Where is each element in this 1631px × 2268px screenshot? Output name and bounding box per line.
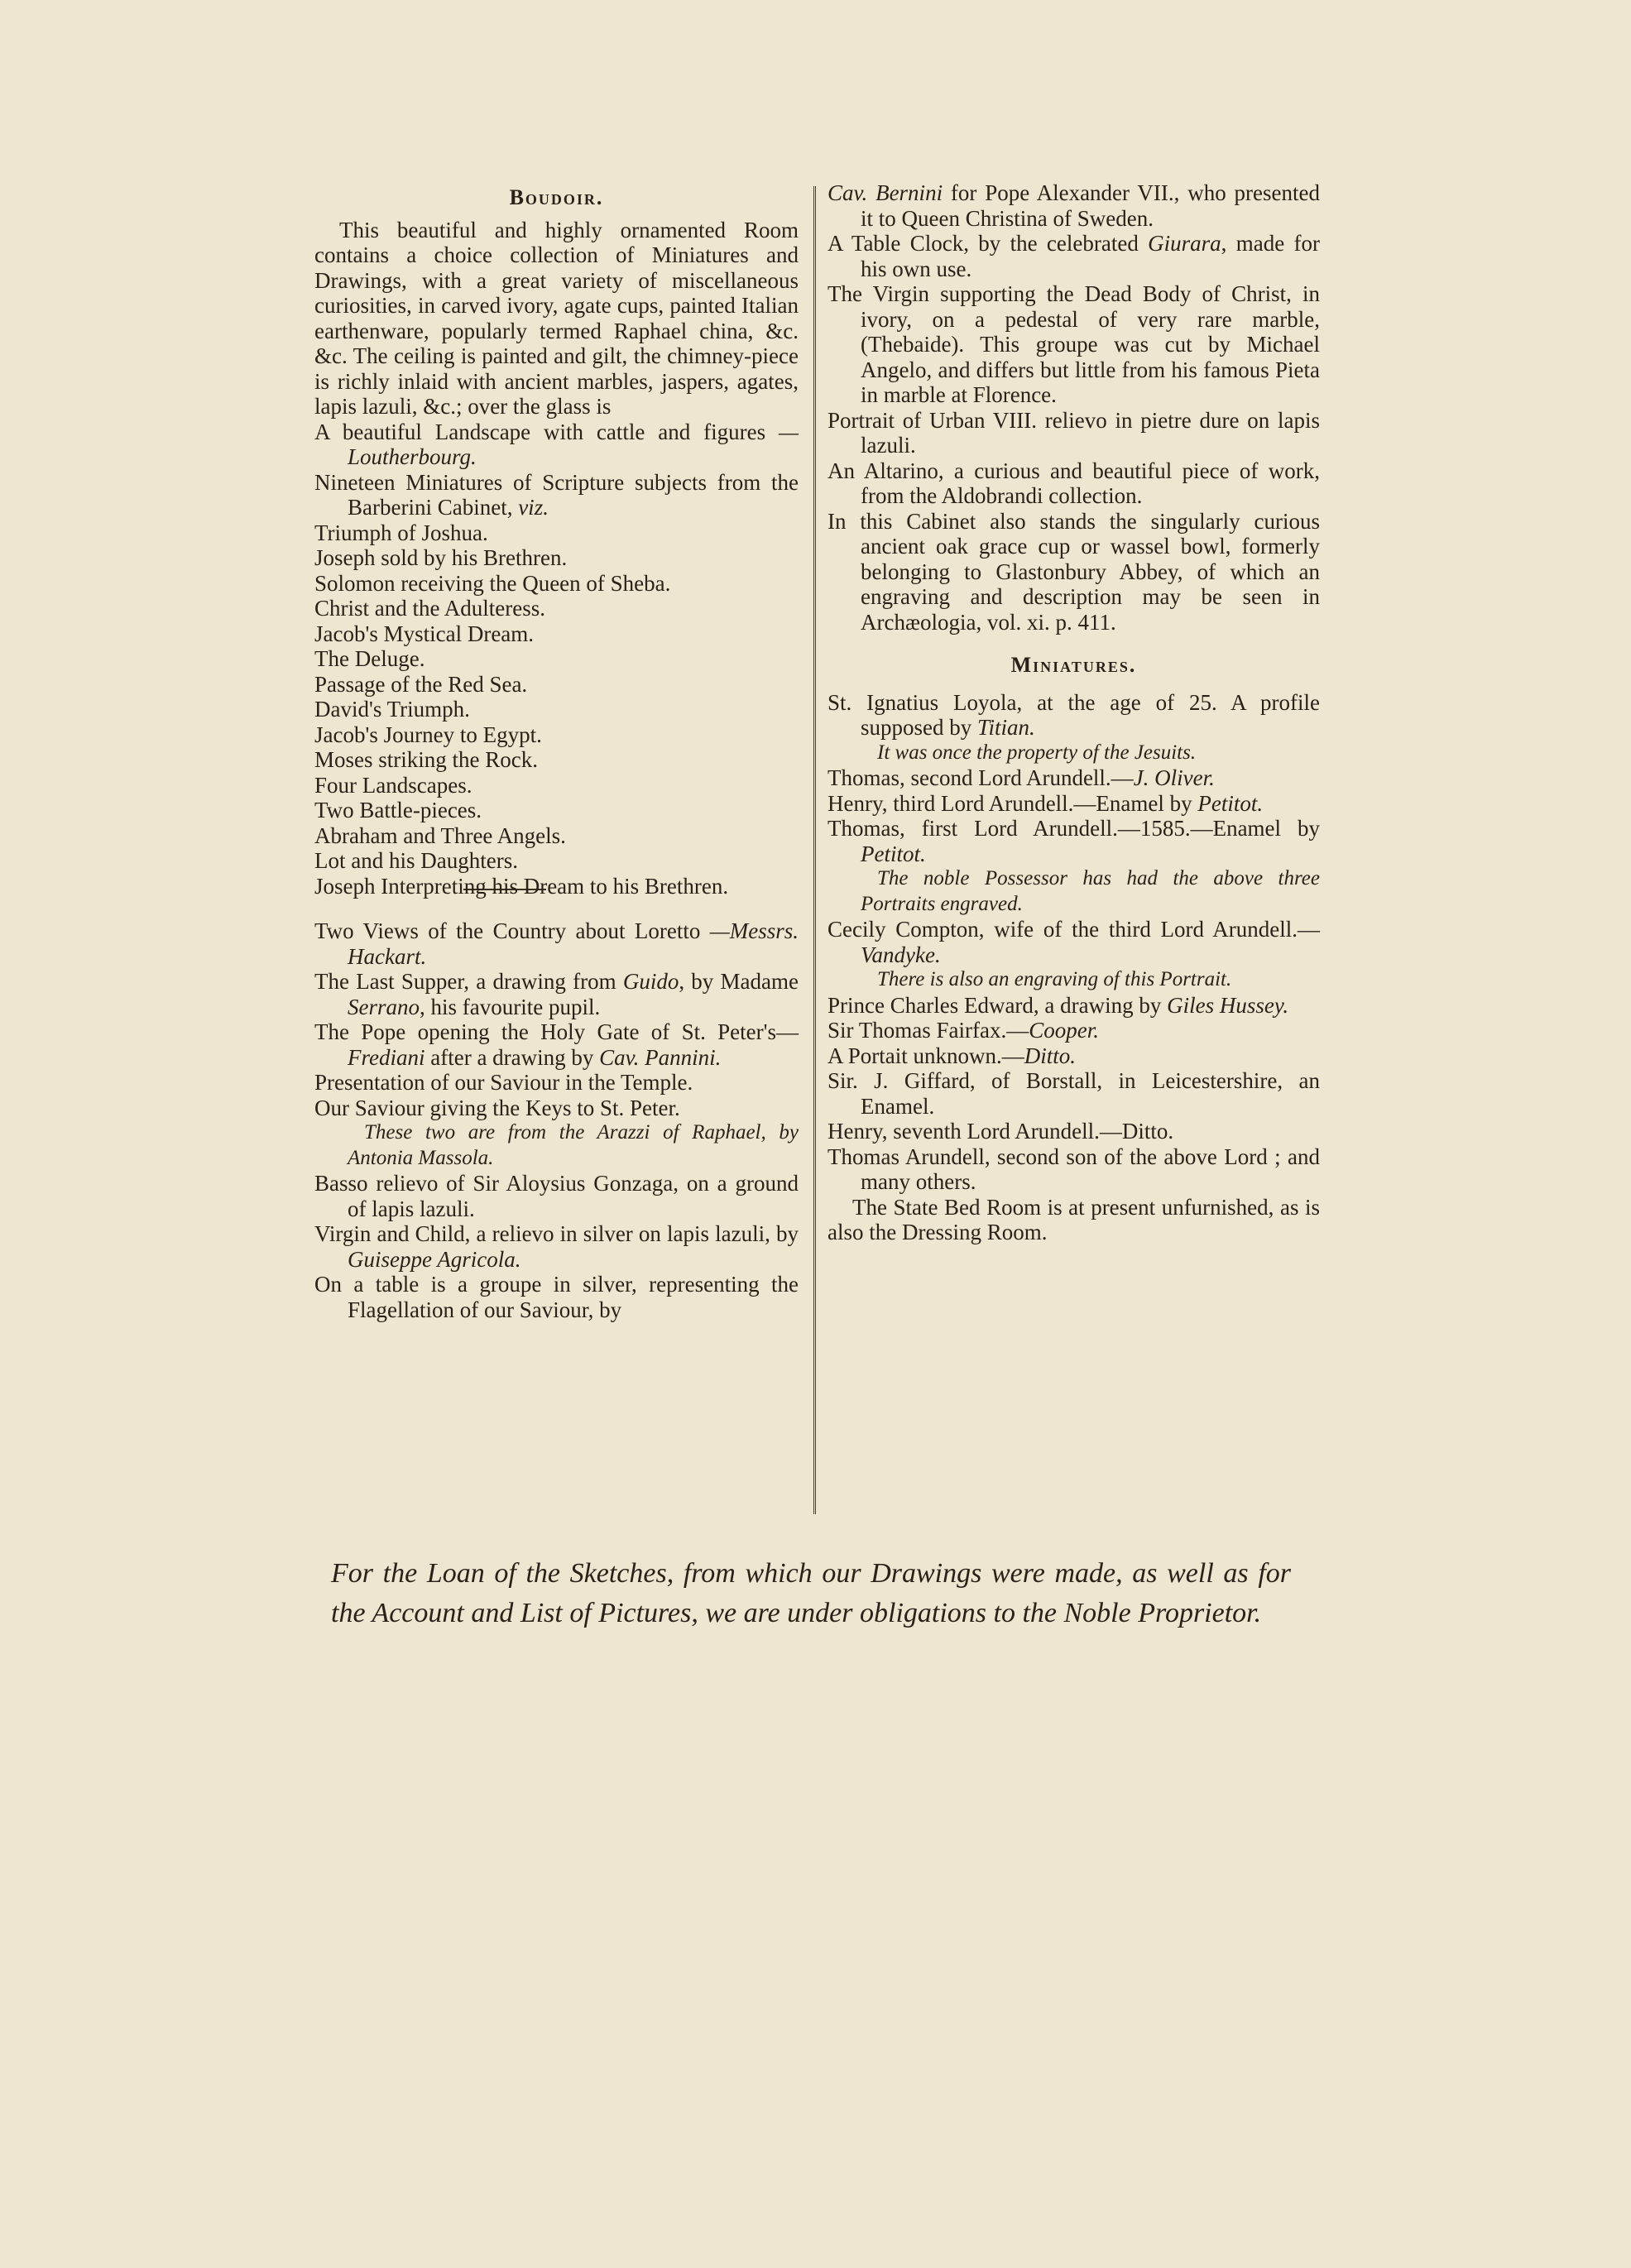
entry-giffard: Sir. J. Giffard, of Borstall, in Leicestershire, an Enamel. [827, 1068, 1320, 1119]
entry-bernini: Cav. Bernini for Pope Alexander VII., who presented it to Queen Christina of Sweden. [827, 180, 1320, 231]
note-engraving: There is also an engraving of this Portrait. [877, 968, 1232, 990]
entry-basso: Basso relievo of Sir Aloysius Gonzaga, on a ground of lapis lazuli. [314, 1171, 799, 1221]
miniatures-heading: Miniatures. [1010, 653, 1137, 677]
entry-thomas-son: Thomas Arundell, second son of the above Lord ; and many others. [827, 1144, 1320, 1194]
entry-cecily: Cecily Compton, wife of the third Lord Arundell.—Vandyke. [827, 917, 1320, 967]
list-item: Triumph of Joshua. [314, 520, 488, 545]
acknowledgement-footer: For the Loan of the Sketches, from which our Drawings were made, as well as for the Account and List of Pictures, we are under obligations to the Noble Proprietor. [331, 1558, 1291, 1628]
entry-urban: Portrait of Urban VIII. relievo in pietre dure on lapis lazuli. [827, 407, 1320, 458]
entry-prince: Prince Charles Edward, a drawing by Giles Hussey. [827, 992, 1289, 1018]
scripture-list [314, 520, 799, 899]
entry-fairfax: Sir Thomas Fairfax.—Cooper. [827, 1018, 1099, 1043]
entry-clock: A Table Clock, by the celebrated Giurara, made for his own use. [827, 231, 1320, 281]
entry-henry-seventh: Henry, seventh Lord Arundell.—Ditto. [827, 1119, 1174, 1144]
entry-keys: Our Saviour giving the Keys to St. Peter. [314, 1095, 680, 1120]
entry-loretto: Two Views of the Country about Loretto —Messrs. Hackart. [314, 918, 799, 969]
list-item: David's Triumph. [314, 697, 470, 722]
list-item: Lot and his Daughters. [314, 848, 518, 873]
note-possessor: The noble Possessor has had the above three Portraits engraved. [861, 867, 1320, 915]
entry-unknown: A Portait unknown.—Ditto. [827, 1043, 1077, 1068]
list-item: Jacob's Journey to Egypt. [314, 722, 542, 747]
entry-landscape: A beautiful Landscape with cattle and figures —Loutherbourg. [314, 419, 799, 469]
boudoir-heading: Boudoir. [509, 185, 604, 209]
entry-cabinet: In this Cabinet also stands the singularly curious ancient oak grace cup or wassel bowl, formerly belonging to Glastonbury Abbey, of which an engraving and description may be seen in Archæologia, vol. xi. p. 411. [827, 508, 1320, 635]
entry-groupe: On a table is a groupe in silver, representing the Flagellation of our Saviour, by [314, 1272, 799, 1322]
entry-presentation: Presentation of our Saviour in the Temple. [314, 1070, 693, 1095]
entry-last-supper: The Last Supper, a drawing from Guido, by Madame Serrano, his favourite pupil. [314, 969, 799, 1019]
entry-henry-third: Henry, third Lord Arundell.—Enamel by Petitot. [827, 790, 1264, 816]
list-item: Moses striking the Rock. [314, 747, 538, 772]
list-item: The Deluge. [314, 646, 425, 671]
list-item: Four Landscapes. [314, 772, 473, 798]
entry-thomas-second: Thomas, second Lord Arundell.—J. Oliver. [827, 765, 1215, 790]
entry-state-bed: The State Bed Room is at present unfurnished, as is also the Dressing Room. [827, 1194, 1320, 1244]
note-jesuits: It was once the property of the Jesuits. [877, 741, 1197, 764]
list-item: Abraham and Three Angels. [314, 822, 566, 848]
column-divider [813, 186, 816, 1514]
list-item: Two Battle-pieces. [314, 798, 482, 822]
note-arazzi: These two are from the Arazzi of Raphael, by Antonia Massola. [348, 1121, 799, 1169]
entry-pope: The Pope opening the Holy Gate of St. Peter's—Frediani after a drawing by Cav. Pannini. [314, 1019, 799, 1070]
entry-dead-body: The Virgin supporting the Dead Body of Christ, in ivory, on a pedestal of very rare marble, (Thebaide). This groupe was cut by Michael Angelo, and differs but little from his famous Pieta in marble at Florence. [827, 281, 1320, 407]
boudoir-intro: This beautiful and highly ornamented Room contains a choice collection of Miniatures and Drawings, with a great variety of miscellaneous curiosities, in carved ivory, agate cups, painted Italian earthenware, popularly termed Raphael china, &c. &c. The ceiling is painted and gilt, the chimney-piece is richly inlaid with ancient marbles, jaspers, agates, lapis lazuli, &c.; over the glass is [314, 217, 799, 419]
list-item: Christ and the Adulteress. [314, 596, 545, 621]
list-item: Passage of the Red Sea. [314, 671, 528, 697]
list-item: Joseph sold by his Brethren. [314, 545, 568, 570]
entry-thomas-first: Thomas, first Lord Arundell.—1585.—Enamel by Petitot. [827, 816, 1320, 866]
entry-nineteen-miniatures: Nineteen Miniatures of Scripture subjects from the Barberini Cabinet, viz. [314, 469, 799, 520]
list-item: Jacob's Mystical Dream. [314, 621, 535, 646]
left-column [314, 180, 799, 1322]
entry-altarino: An Altarino, a curious and beautiful piece of work, from the Aldobrandi collection. [827, 458, 1320, 508]
entry-virgin-child: Virgin and Child, a relievo in silver on lapis lazuli, by Guiseppe Agricola. [314, 1221, 799, 1272]
list-item: Joseph Interpreting his Dream to his Brethren. [314, 873, 729, 899]
right-column [827, 180, 1320, 1245]
list-item: Solomon receiving the Queen of Sheba. [314, 570, 671, 596]
entry-ignatius: St. Ignatius Loyola, at the age of 25. A profile supposed by Titian. [827, 689, 1320, 740]
